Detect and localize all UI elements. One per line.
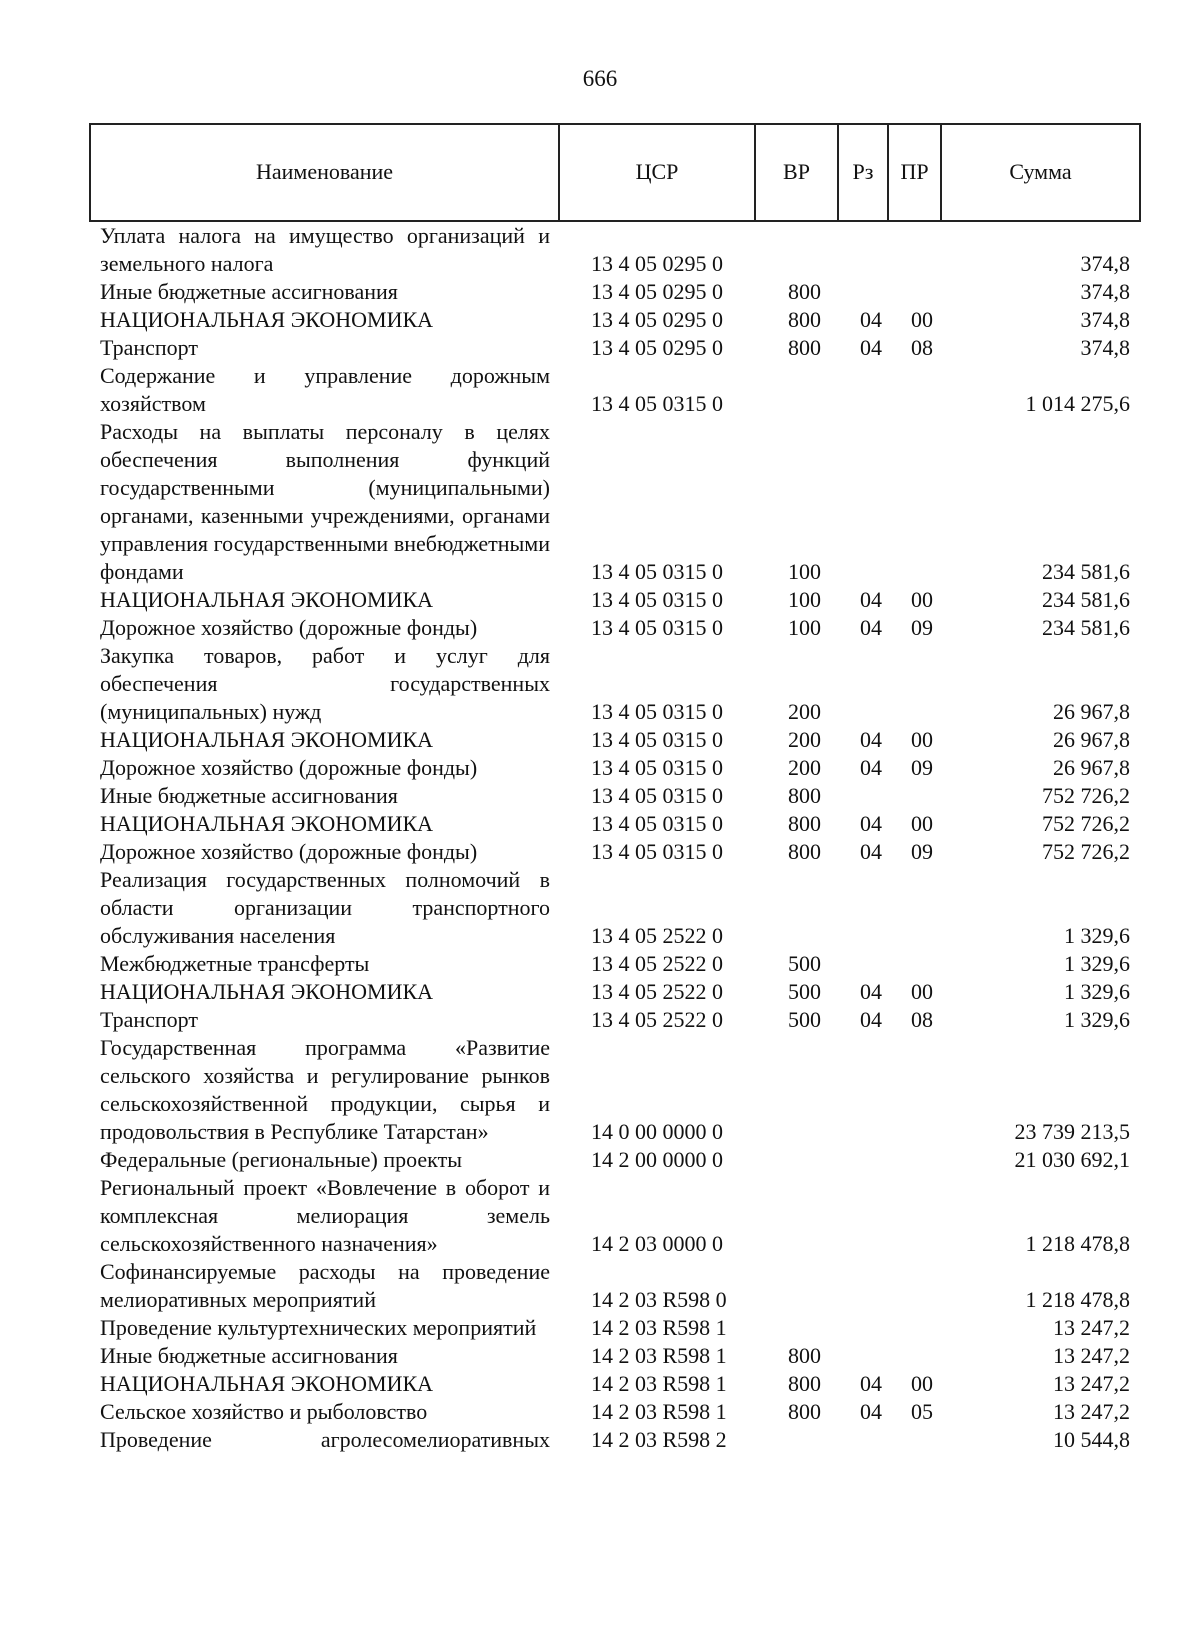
row-vr: 800 [788, 1399, 821, 1424]
row-rz: 04 [860, 727, 882, 752]
table-row [0, 782, 1200, 810]
row-csr: 14 2 03 R598 1 [591, 1315, 727, 1340]
table-row [0, 334, 1200, 362]
row-name: Закупка товаров, работ и услуг для обеспечения государственных (муниципальных) нужд [100, 643, 550, 724]
row-sum: 21 030 692,1 [1014, 1147, 1130, 1172]
row-pr: 00 [911, 1371, 933, 1396]
row-sum: 26 967,8 [1053, 755, 1130, 780]
row-vr: 500 [788, 951, 821, 976]
row-name: НАЦИОНАЛЬНАЯ ЭКОНОМИКА [100, 727, 434, 752]
row-csr: 13 4 05 0295 0 [591, 307, 723, 332]
row-rz: 04 [860, 1007, 882, 1032]
row-rz: 04 [860, 335, 882, 360]
row-sum: 752 726,2 [1042, 811, 1130, 836]
row-rz: 04 [860, 811, 882, 836]
row-csr: 13 4 05 0315 0 [591, 783, 723, 808]
row-csr: 13 4 05 0315 0 [591, 755, 723, 780]
row-vr: 200 [788, 755, 821, 780]
row-rz: 04 [860, 307, 882, 332]
page-number: 666 [582, 66, 618, 91]
row-vr: 100 [788, 587, 821, 612]
row-name: Проведение агролесомелиоративных [100, 1427, 550, 1452]
row-vr: 800 [788, 839, 821, 864]
row-vr: 800 [788, 279, 821, 304]
table-row [0, 1146, 1200, 1174]
header-name: Наименование [91, 125, 560, 220]
row-name: Дорожное хозяйство (дорожные фонды) [100, 615, 478, 640]
row-name: Проведение культуртехнических мероприятий [100, 1315, 537, 1340]
row-csr: 13 4 05 2522 0 [591, 951, 723, 976]
row-csr: 13 4 05 0295 0 [591, 251, 723, 276]
row-vr: 800 [788, 1371, 821, 1396]
table-row [0, 614, 1200, 642]
row-sum: 13 247,2 [1053, 1343, 1130, 1368]
row-name: Межбюджетные трансферты [100, 951, 370, 976]
row-name: Транспорт [100, 335, 199, 360]
row-vr: 800 [788, 783, 821, 808]
row-csr: 14 2 03 0000 0 [591, 1231, 723, 1256]
row-csr: 13 4 05 0295 0 [591, 335, 723, 360]
row-vr: 100 [788, 615, 821, 640]
row-csr: 13 4 05 0315 0 [591, 587, 723, 612]
row-name: НАЦИОНАЛЬНАЯ ЭКОНОМИКА [100, 811, 434, 836]
table-row [0, 1426, 1200, 1454]
row-vr: 500 [788, 979, 821, 1004]
row-name: Дорожное хозяйство (дорожные фонды) [100, 755, 478, 780]
row-csr: 14 0 00 0000 0 [591, 1119, 723, 1144]
table-row [0, 1034, 1200, 1146]
row-vr: 100 [788, 559, 821, 584]
row-csr: 13 4 05 2522 0 [591, 1007, 723, 1032]
row-csr: 14 2 00 0000 0 [591, 1147, 723, 1172]
table-row [0, 642, 1200, 726]
row-name: НАЦИОНАЛЬНАЯ ЭКОНОМИКА [100, 979, 434, 1004]
table-row [0, 278, 1200, 306]
row-csr: 13 4 05 0315 0 [591, 559, 723, 584]
row-pr: 08 [911, 335, 933, 360]
row-sum: 752 726,2 [1042, 783, 1130, 808]
row-pr: 08 [911, 1007, 933, 1032]
row-name: Федеральные (региональные) проекты [100, 1147, 462, 1172]
row-sum: 23 739 213,5 [1014, 1119, 1130, 1144]
row-csr: 14 2 03 R598 2 [591, 1427, 727, 1452]
row-sum: 1 329,6 [1064, 1007, 1130, 1032]
row-name: Расходы на выплаты персоналу в целях обеспечения выполнения функций государственными (муниципальными) органами, казенными учреждениями, органами управления государственными внебюджетными фондами [100, 419, 550, 584]
row-pr: 00 [911, 587, 933, 612]
row-sum: 26 967,8 [1053, 699, 1130, 724]
row-csr: 14 2 03 R598 0 [591, 1287, 727, 1312]
table-row [0, 754, 1200, 782]
row-sum: 1 218 478,8 [1025, 1231, 1130, 1256]
table-row [0, 1342, 1200, 1370]
row-vr: 200 [788, 699, 821, 724]
row-rz: 04 [860, 1371, 882, 1396]
header-rz: Рз [839, 125, 889, 220]
row-sum: 13 247,2 [1053, 1371, 1130, 1396]
row-csr: 13 4 05 2522 0 [591, 979, 723, 1004]
table-row [0, 1370, 1200, 1398]
row-pr: 09 [911, 755, 933, 780]
row-csr: 14 2 03 R598 1 [591, 1371, 727, 1396]
row-csr: 14 2 03 R598 1 [591, 1343, 727, 1368]
row-name: НАЦИОНАЛЬНАЯ ЭКОНОМИКА [100, 1371, 434, 1396]
row-pr: 00 [911, 307, 933, 332]
table-row [0, 418, 1200, 586]
row-rz: 04 [860, 587, 882, 612]
row-name: Уплата налога на имущество организаций и земельного налога [100, 223, 550, 276]
header-pr: ПР [889, 125, 942, 220]
row-vr: 800 [788, 1343, 821, 1368]
row-rz: 04 [860, 1399, 882, 1424]
table-row [0, 950, 1200, 978]
table-row [0, 1398, 1200, 1426]
row-sum: 26 967,8 [1053, 727, 1130, 752]
row-name: Содержание и управление дорожным хозяйством [100, 363, 550, 416]
row-name: Иные бюджетные ассигнования [100, 783, 398, 808]
row-csr: 13 4 05 0315 0 [591, 727, 723, 752]
table-row [0, 586, 1200, 614]
table-row [0, 1258, 1200, 1314]
row-name: Региональный проект «Вовлечение в оборот и комплексная мелиорация земель сельскохозяйственного назначения» [100, 1175, 550, 1256]
row-name: Иные бюджетные ассигнования [100, 1343, 398, 1368]
row-name: НАЦИОНАЛЬНАЯ ЭКОНОМИКА [100, 587, 434, 612]
table-row [0, 1174, 1200, 1258]
row-name: Государственная программа «Развитие сельского хозяйства и регулирование рынков сельскохозяйственной продукции, сырья и продовольствия в Республике Татарстан» [100, 1035, 550, 1144]
row-name: Транспорт [100, 1007, 199, 1032]
table-row [0, 222, 1200, 278]
table-row [0, 978, 1200, 1006]
row-pr: 00 [911, 979, 933, 1004]
row-sum: 1 329,6 [1064, 951, 1130, 976]
table-row [0, 810, 1200, 838]
row-sum: 234 581,6 [1042, 615, 1130, 640]
row-sum: 374,8 [1080, 279, 1130, 304]
header-csr: ЦСР [560, 125, 756, 220]
header-sum: Сумма [1009, 158, 1072, 184]
table-row [0, 362, 1200, 418]
row-name: НАЦИОНАЛЬНАЯ ЭКОНОМИКА [100, 307, 434, 332]
row-pr: 09 [911, 615, 933, 640]
row-csr: 13 4 05 0315 0 [591, 391, 723, 416]
row-csr: 14 2 03 R598 1 [591, 1399, 727, 1424]
row-sum: 13 247,2 [1053, 1399, 1130, 1424]
row-name: Софинансируемые расходы на проведение мелиоративных мероприятий [100, 1259, 550, 1312]
row-sum: 374,8 [1080, 335, 1130, 360]
table-header [89, 123, 1141, 222]
table-body [0, 222, 1200, 1454]
row-name: Иные бюджетные ассигнования [100, 279, 398, 304]
table-row [0, 1314, 1200, 1342]
row-rz: 04 [860, 755, 882, 780]
row-rz: 04 [860, 979, 882, 1004]
row-name: Дорожное хозяйство (дорожные фонды) [100, 839, 478, 864]
row-vr: 500 [788, 1007, 821, 1032]
row-sum: 374,8 [1080, 307, 1130, 332]
row-vr: 800 [788, 307, 821, 332]
row-pr: 00 [911, 811, 933, 836]
row-pr: 09 [911, 839, 933, 864]
row-rz: 04 [860, 615, 882, 640]
row-vr: 800 [788, 811, 821, 836]
header-vr: ВР [756, 125, 839, 220]
row-sum: 1 329,6 [1064, 923, 1130, 948]
row-sum: 13 247,2 [1053, 1315, 1130, 1340]
row-sum: 374,8 [1080, 251, 1130, 276]
row-sum: 234 581,6 [1042, 587, 1130, 612]
row-csr: 13 4 05 2522 0 [591, 923, 723, 948]
row-sum: 1 218 478,8 [1025, 1287, 1130, 1312]
row-rz: 04 [860, 839, 882, 864]
row-csr: 13 4 05 0295 0 [591, 279, 723, 304]
row-pr: 00 [911, 727, 933, 752]
row-sum: 234 581,6 [1042, 559, 1130, 584]
table-row [0, 866, 1200, 950]
table-row [0, 306, 1200, 334]
row-vr: 200 [788, 727, 821, 752]
row-csr: 13 4 05 0315 0 [591, 839, 723, 864]
table-row [0, 838, 1200, 866]
row-csr: 13 4 05 0315 0 [591, 811, 723, 836]
row-sum: 752 726,2 [1042, 839, 1130, 864]
row-name: Реализация государственных полномочий в области организации транспортного обслуживания населения [100, 867, 550, 948]
table-row [0, 1006, 1200, 1034]
row-vr: 800 [788, 335, 821, 360]
row-sum: 1 014 275,6 [1025, 391, 1130, 416]
row-csr: 13 4 05 0315 0 [591, 699, 723, 724]
row-sum: 10 544,8 [1053, 1427, 1130, 1452]
row-pr: 05 [911, 1399, 933, 1424]
row-sum: 1 329,6 [1064, 979, 1130, 1004]
row-name: Сельское хозяйство и рыболовство [100, 1399, 428, 1424]
row-csr: 13 4 05 0315 0 [591, 615, 723, 640]
table-row [0, 726, 1200, 754]
